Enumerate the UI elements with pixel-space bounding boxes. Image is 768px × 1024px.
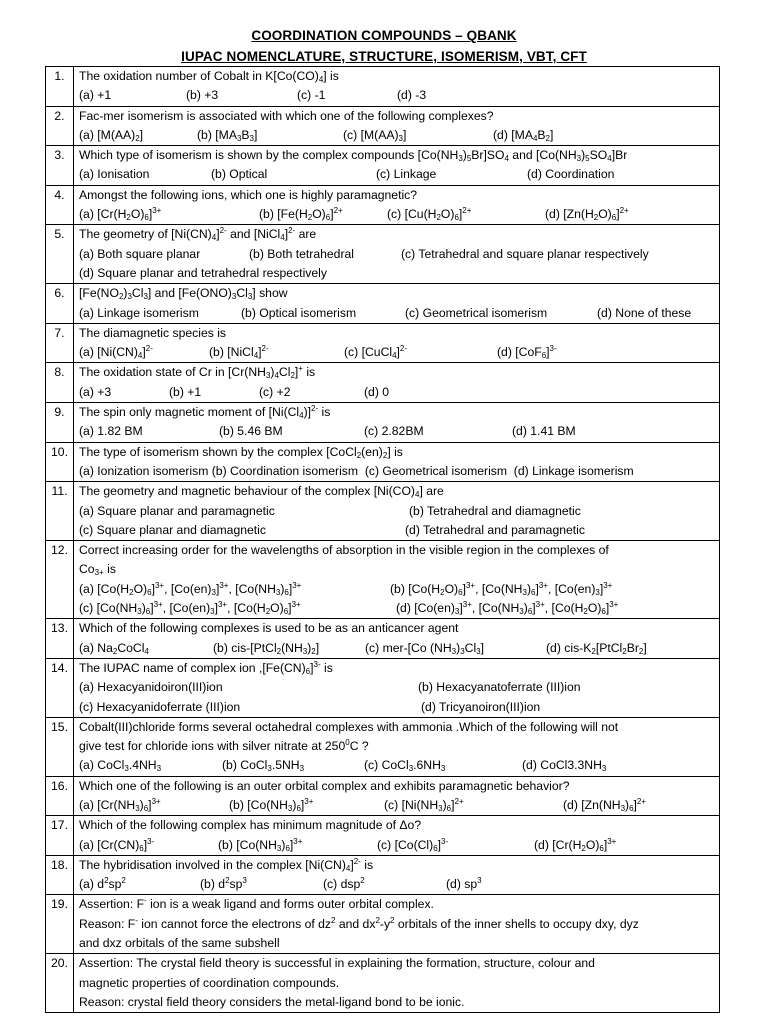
- page-title: COORDINATION COMPOUNDS – QBANK: [251, 28, 517, 43]
- option-row: [79, 639, 715, 658]
- answer-option: (b) Optical isomerism: [241, 305, 357, 320]
- option-row: [79, 580, 715, 599]
- question-text: Assertion: The crystal field theory is successful in explaining the formation, structure, colour and: [79, 956, 595, 971]
- question-number: 3.: [46, 146, 74, 186]
- question-content: [74, 954, 720, 1013]
- answer-option: (c) Geometrical isomerism: [405, 305, 548, 320]
- question-row: [46, 284, 720, 324]
- answer-option: (d) $[Zn(H_2O)_6]^{2+}$: [545, 206, 629, 223]
- answer-option: (b) $[Fe(H_2O)_6]^{2+}$: [259, 206, 343, 223]
- question-content: [74, 363, 720, 403]
- answer-option: (d) Tetrahedral and paramagnetic: [405, 522, 585, 537]
- question-text: $Co_{3+}$ is: [79, 562, 116, 578]
- question-table-body: [46, 67, 720, 1013]
- option-row: [79, 245, 715, 264]
- question-number: 8.: [46, 363, 74, 403]
- question-number: 14.: [46, 658, 74, 717]
- question-number: 5.: [46, 225, 74, 284]
- question-row: [46, 442, 720, 482]
- question-row: [46, 185, 720, 225]
- question-number: 17.: [46, 816, 74, 856]
- answer-option: (b) Tetrahedral and diamagnetic: [409, 503, 581, 518]
- answer-option: (c) Linkage: [376, 167, 437, 182]
- option-row: [79, 264, 715, 283]
- answer-option: (c) 2.82BM: [364, 424, 424, 439]
- answer-option: (d) cis-$K_2[PtCl_2Br_2]$: [546, 640, 647, 656]
- option-row: [79, 875, 715, 894]
- question-text: (a) Ionization isomerism (b) Coordination isomerism (c) Geometrical isomerism (d) Linkage isomerism: [79, 463, 634, 478]
- question-number: 4.: [46, 185, 74, 225]
- answer-option: (c) Tetrahedral and square planar respectively: [401, 246, 649, 261]
- answer-option: (a) Ionisation: [79, 167, 150, 182]
- question-number: 13.: [46, 619, 74, 659]
- answer-option: (a) +3: [79, 384, 112, 399]
- answer-option: (c) [CuCl$_4$]$^{2-}$: [344, 344, 408, 361]
- question-text: Correct increasing order for the wavelengths of absorption in the visible region in the complexes of: [79, 543, 609, 558]
- question-number: 7.: [46, 323, 74, 363]
- answer-option: (c) mer-[Co $(NH_3)_3Cl_3$]: [365, 640, 484, 656]
- answer-option: (c) $[Co(Cl)_6]^{3-}$: [377, 836, 449, 853]
- option-row: [79, 383, 715, 402]
- answer-option: (a) $Na_2CoCl_4$: [79, 640, 149, 656]
- question-number: 6.: [46, 284, 74, 324]
- answer-option: (d) $[Zn(NH_3)_6]^{2+}$: [563, 796, 647, 813]
- question-row: [46, 895, 720, 954]
- answer-option: (d) $sp^3$: [446, 876, 482, 892]
- answer-option: (a) Both square planar: [79, 246, 201, 261]
- answer-option: (b) Hexacyanatoferrate (III)ion: [418, 680, 581, 695]
- option-row: [79, 343, 715, 362]
- question-content: [74, 482, 720, 541]
- answer-option: (d) 0: [364, 384, 390, 399]
- answer-option: (d) Square planar and tetrahedral respectively: [79, 265, 327, 280]
- option-row: [79, 521, 715, 540]
- answer-option: (a) Hexacyanidoiron(III)ion: [79, 680, 223, 695]
- question-row: [46, 776, 720, 816]
- question-row: [46, 323, 720, 363]
- question-number: 12.: [46, 541, 74, 619]
- question-content: [74, 146, 720, 186]
- question-number: 15.: [46, 717, 74, 776]
- answer-option: (c) $[Co(NH_3)_6]^{3+}$, $[Co(en)_3]^{3+}$, $[Co(H_2O)_6]^{3+}$: [79, 600, 301, 617]
- question-row: [46, 717, 720, 776]
- answer-option: (c) Hexacyanidoferrate (III)ion: [79, 699, 241, 714]
- answer-option: (d) 1.41 BM: [512, 424, 576, 439]
- question-text: The oxidation number of Cobalt in $K[Co(CO)_4]$ is: [79, 69, 339, 84]
- question-content: [74, 855, 720, 895]
- question-content: [74, 619, 720, 659]
- answer-option: (b) Both tetrahedral: [249, 246, 355, 261]
- question-row: [46, 619, 720, 659]
- answer-option: (b) $d^2sp^3$: [200, 876, 247, 892]
- option-row: [79, 678, 715, 697]
- question-text: Which one of the following is an outer orbital complex and exhibits paramagnetic behavior?: [79, 778, 570, 793]
- question-content: [74, 185, 720, 225]
- question-row: [46, 225, 720, 284]
- question-text: The geometry and magnetic behaviour of the complex $[Ni(CO)_4]$ are: [79, 484, 444, 500]
- answer-option: (b) Optical: [211, 167, 268, 182]
- question-number: 1.: [46, 67, 74, 107]
- answer-option: (b) +3: [186, 88, 219, 103]
- question-text: Cobalt(III)chloride forms several octahedral complexes with ammonia .Which of the following will not: [79, 719, 619, 734]
- question-number: 10.: [46, 442, 74, 482]
- question-text: magnetic properties of coordination compounds.: [79, 975, 340, 990]
- answer-option: (a) +1: [79, 88, 112, 103]
- question-content: [74, 658, 720, 717]
- question-text: $[Fe(NO_2)_3Cl_3]$ and $[Fe(ONO)_3Cl_3]$ show: [79, 286, 288, 302]
- answer-option: (b) $[Co(NH_3)_6]^{3+}$: [218, 836, 303, 853]
- question-row: [46, 363, 720, 403]
- answer-option: (d) $[Co(en)_3]^{3+}$, $[Co(NH_3)_6]^{3+}$, $[Co(H_2O)_6]^{3+}$: [396, 600, 619, 617]
- answer-option: (b) $CoCl_3.5NH_3$: [222, 758, 305, 774]
- answer-option: (c) Square planar and diamagnetic: [79, 522, 266, 537]
- answer-option: (d) Tricyanoiron(III)ion: [421, 699, 541, 714]
- answer-option: (c) $[M(AA)_3]$: [343, 127, 407, 143]
- question-text: The type of isomerism shown by the complex $[CoCl_2(en)_2]$ is: [79, 444, 403, 460]
- option-row: [79, 502, 715, 521]
- answer-option: (c) $[Ni(NH_3)_6]^{2+}$: [384, 796, 464, 813]
- question-table: [45, 66, 720, 1013]
- answer-option: (c) $[Cu(H_2O)_6]^{2+}$: [387, 206, 472, 223]
- question-row: [46, 106, 720, 146]
- answer-option: (b) $[Co(H_2O)_6]^{3+}$, $[Co(NH_3)_6]^{3+}$, $[Co(en)_3]^{3+}$: [390, 580, 613, 597]
- answer-option: (a) Linkage isomerism: [79, 305, 199, 320]
- answer-option: (d) None of these: [597, 305, 692, 320]
- option-row: [79, 86, 715, 105]
- question-text: The oxidation state of Cr in $[Cr(NH_3)_4Cl_2]^+$ is: [79, 364, 316, 381]
- question-text: The diamagnetic species is: [79, 325, 226, 340]
- question-content: [74, 442, 720, 482]
- question-number: 9.: [46, 403, 74, 443]
- question-content: [74, 67, 720, 107]
- answer-option: (b) +1: [169, 384, 202, 399]
- option-row: [79, 698, 715, 717]
- question-text: The spin only magnetic moment of $[Ni(Cl_4)]^{2-}$ is: [79, 404, 331, 421]
- question-text: Assertion: F- ion is a weak ligand and forms outer orbital complex.: [79, 896, 434, 912]
- answer-option: (d) $[CoF_6]^{3-}$: [497, 344, 557, 361]
- option-row: [79, 304, 715, 323]
- question-text: Amongst the following ions, which one is highly paramagnetic?: [79, 187, 418, 202]
- question-row: [46, 403, 720, 443]
- question-number: 18.: [46, 855, 74, 895]
- question-row: [46, 482, 720, 541]
- answer-option: (a) $d^2sp^2$: [79, 876, 126, 892]
- answer-option: (a) $[Cr(NH_3)_6]^{3+}$: [79, 796, 161, 813]
- answer-option: (a) Square planar and paramagnetic: [79, 503, 275, 518]
- answer-option: (c) $CoCl_3.6NH_3$: [364, 758, 446, 774]
- answer-option: (c) dsp$^2$: [323, 876, 365, 892]
- question-text: The IUPAC name of complex ion $,[Fe(CN)_6]^{3-}$ is: [79, 659, 333, 676]
- question-text: Reason: crystal field theory considers the metal-ligand bond to be ionic.: [79, 994, 465, 1009]
- page-subtitle: IUPAC NOMENCLATURE, STRUCTURE, ISOMERISM, VBT, CFT: [181, 49, 587, 64]
- option-row: [79, 836, 715, 855]
- answer-option: (d) $[Cr(H_2O)_6]^{3+}$: [534, 836, 617, 853]
- answer-option: (d) Coordination: [527, 167, 615, 182]
- question-number: 2.: [46, 106, 74, 146]
- question-row: [46, 541, 720, 619]
- answer-option: (d) $CoCl3.3NH_3$: [522, 758, 607, 774]
- answer-option: (a) $[M(AA)_2]$: [79, 127, 144, 143]
- option-row: [79, 126, 715, 145]
- question-number: 16.: [46, 776, 74, 816]
- question-text: give test for chloride ions with silver nitrate at $250^0C$ ?: [79, 738, 369, 754]
- question-text: Fac-mer isomerism is associated with which one of the following complexes?: [79, 108, 494, 123]
- question-number: 20.: [46, 954, 74, 1013]
- option-row: [79, 796, 715, 815]
- question-content: [74, 225, 720, 284]
- question-content: [74, 541, 720, 619]
- option-row: [79, 756, 715, 775]
- answer-option: (c) +2: [259, 384, 291, 399]
- option-row: [79, 599, 715, 618]
- question-content: [74, 284, 720, 324]
- answer-option: (a) 1.82 BM: [79, 424, 143, 439]
- question-text: Which of the following complex has minimum magnitude of Δo?: [79, 818, 422, 833]
- option-row: [79, 422, 715, 441]
- question-content: [74, 776, 720, 816]
- question-text: Which type of isomerism is shown by the complex compounds $[Co(NH_3)_5Br]SO_4$ and $[Co(NH_3)_5SO_4]Br$: [79, 148, 628, 164]
- question-row: [46, 855, 720, 895]
- question-row: [46, 658, 720, 717]
- question-content: [74, 895, 720, 954]
- answer-option: (b) cis-$[PtCl_2(NH_3)_2]$: [213, 640, 320, 656]
- question-number: 11.: [46, 482, 74, 541]
- option-row: [79, 205, 715, 224]
- question-text: Reason: F- ion cannot force the electrons of $dz^2$ and $dx^2-y^2$ orbitals of the inner shells to occupy dxy, dyz: [79, 915, 639, 931]
- answer-option: (a) $[Cr(CN)_6]^{3-}$: [79, 836, 155, 853]
- question-content: [74, 816, 720, 856]
- question-text: and dxz orbitals of the same subshell: [79, 936, 280, 951]
- question-number: 19.: [46, 895, 74, 954]
- option-row: [79, 165, 715, 184]
- answer-option: (b) 5.46 BM: [219, 424, 283, 439]
- question-row: [46, 146, 720, 186]
- question-row: [46, 67, 720, 107]
- answer-option: (a) $[Cr(H_2O)_6]^{3+}$: [79, 206, 162, 223]
- question-content: [74, 323, 720, 363]
- question-text: The hybridisation involved in the complex $[Ni(CN)_4]^{2-}$ is: [79, 856, 374, 873]
- answer-option: (a) $CoCl_3.4NH_3$: [79, 758, 162, 774]
- answer-option: (d) -3: [397, 88, 427, 103]
- answer-option: (a) $[Ni(CN)_4]^{2-}$: [79, 344, 153, 361]
- answer-option: (b) $[Co(NH_3)_6]^{3+}$: [229, 796, 314, 813]
- answer-option: (a) $[Co(H_2O)_6]^{3+}$, $[Co(en)_3]^{3+}$, $[Co(NH_3)_6]^{3+}$: [79, 580, 302, 597]
- question-content: [74, 403, 720, 443]
- question-text: The geometry of $[Ni(CN)_4]^{2-}$ and [NiCl$_4$]$^{2-}$ are: [79, 226, 317, 243]
- question-row: [46, 954, 720, 1013]
- answer-option: (b) $[MA_3B_3]$: [197, 127, 258, 143]
- question-row: [46, 816, 720, 856]
- question-content: [74, 106, 720, 146]
- answer-option: (d) $[MA_4B_2]$: [493, 127, 554, 143]
- answer-option: (c) -1: [297, 88, 326, 103]
- question-content: [74, 717, 720, 776]
- answer-option: (b) [NiCl$_4$]$^{2-}$: [209, 344, 269, 361]
- question-text: Which of the following complexes is used to be as an anticancer agent: [79, 621, 459, 636]
